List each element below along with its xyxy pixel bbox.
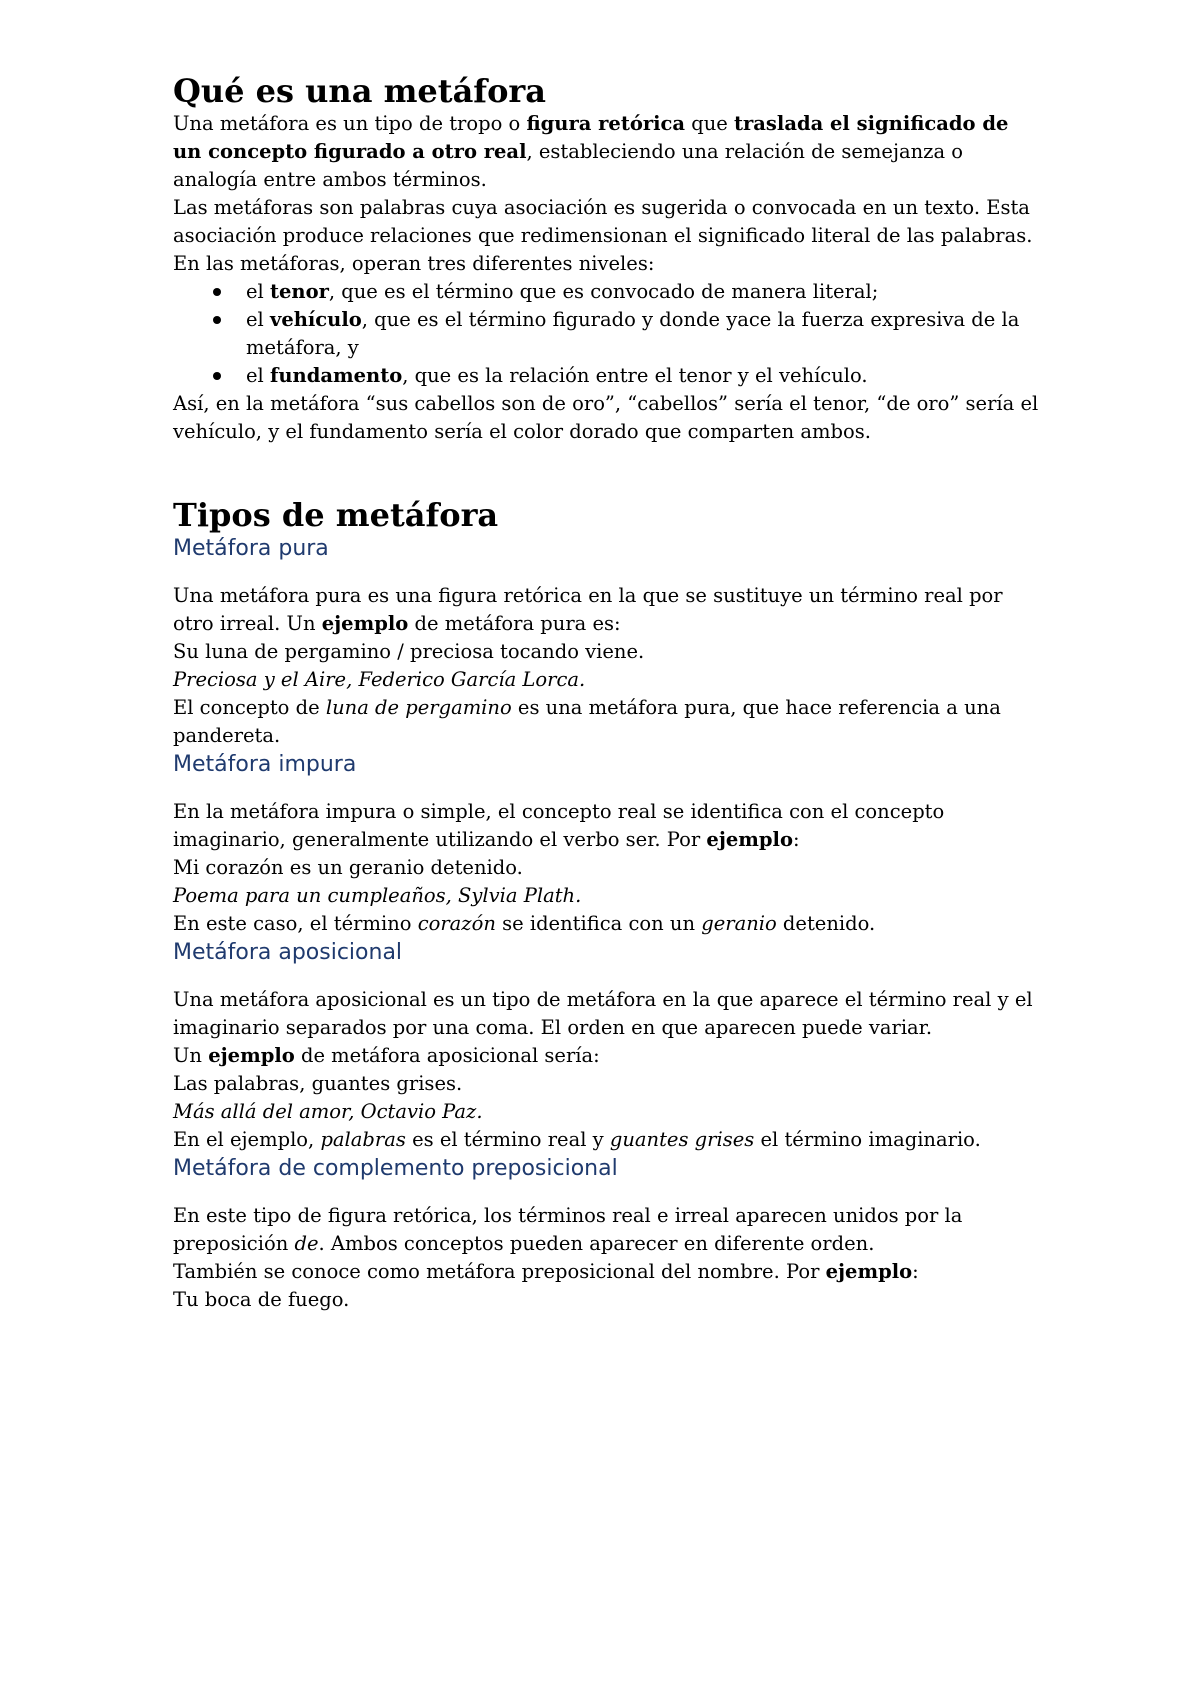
list-item [246,278,1040,306]
text-run: Una metáfora pura es una figura retórica en la que se sustituye un término real por otro irreal. Un [173,584,1003,635]
text-run: el término imaginario. [754,1128,981,1151]
aposicional-source [173,1098,1040,1126]
italic-term: de [294,1232,319,1255]
italic-term: geranio [701,912,777,935]
italic-source: Más allá del amor, Octavio Paz. [173,1100,483,1123]
bold-term: tenor [269,280,329,303]
subheading-aposicional: Metáfora aposicional [173,940,403,965]
pura-source [173,666,1040,694]
impura-paragraph [173,798,1040,854]
impura-source [173,882,1040,910]
bold-term: fundamento [269,364,403,387]
preposicional-example: Tu boca de fuego. [173,1288,350,1311]
text-run: , que es el término que es convocado de manera literal; [328,280,879,303]
bold-term: ejemplo [706,828,793,851]
text-run: En este caso, el término [173,912,418,935]
list-item [246,362,1040,390]
subheading-preposicional: Metáfora de complemento preposicional [173,1156,618,1181]
aposicional-intro [173,1042,1040,1070]
text-run: se identifica con un [495,912,702,935]
text-run: . Ambos conceptos pueden aparecer en diferente orden. [318,1232,875,1255]
levels-intro: En las metáforas, operan tres diferentes niveles: [173,252,655,275]
text-run: el [246,364,270,387]
text-run: , estableciendo una relación de semejanza o analogía entre ambos términos. [173,140,964,191]
italic-term: guantes grises [609,1128,755,1151]
pura-example: Su luna de pergamino / preciosa tocando viene. [173,640,645,663]
bold-term: ejemplo [208,1044,295,1067]
italic-source: Poema para un cumpleaños, Sylvia Plath. [173,884,582,907]
text-run: que [685,112,735,135]
example-paragraph: Así, en la metáfora “sus cabellos son de oro”, “cabellos” sería el tenor, “de oro” sería el vehículo, y el fundamento sería el color dorado que comparten ambos. [173,392,1039,443]
impura-explanation [173,910,1040,938]
text-run: Un [173,1044,209,1067]
text-run: es una metáfora pura, que hace referencia a una pandereta. [173,696,1001,747]
levels-list [173,278,1040,390]
bold-phrase: traslada el significado de un concepto figurado a otro real [173,112,1009,163]
text-run: , que es la relación entre el tenor y el vehículo. [402,364,868,387]
text-run: También se conoce como metáfora preposicional del nombre. Por [173,1260,826,1283]
aposicional-explanation [173,1126,1040,1154]
text-run: En este tipo de figura retórica, los términos real e irreal aparecen unidos por la preposición [173,1204,963,1255]
text-run: detenido. [776,912,876,935]
section-title-tipos: Tipos de metáfora [173,496,499,534]
list-item [246,306,1040,362]
pura-explanation [173,694,1040,750]
italic-term: corazón [417,912,496,935]
impura-example: Mi corazón es un geranio detenido. [173,856,523,879]
text-run: es el término real y [405,1128,610,1151]
text-run: : [792,828,800,851]
bold-term: vehículo [269,308,362,331]
italic-source: Preciosa y el Aire, Federico García Lorca. [173,668,586,691]
association-paragraph: Las metáforas son palabras cuya asociación es sugerida o convocada en un texto. Esta asociación produce relaciones que redimensionan el significado literal de las palabras. [173,196,1033,247]
text-run: de metáfora pura es: [408,612,621,635]
section-title-que-es: Qué es una metáfora [173,72,546,110]
italic-term: palabras [320,1128,406,1151]
text-run: El concepto de [173,696,326,719]
text-run: de metáfora aposicional sería: [294,1044,600,1067]
text-run: Una metáfora es un tipo de tropo o [173,112,527,135]
subheading-pura: Metáfora pura [173,536,329,561]
text-run: , que es el término figurado y donde yace la fuerza expresiva de la metáfora, y [246,308,1020,359]
intro-paragraph [173,110,1040,194]
bold-term: figura retórica [526,112,686,135]
text-run: : [912,1260,919,1283]
preposicional-paragraph [173,1202,1040,1258]
pura-paragraph [173,582,1040,638]
italic-term: luna de pergamino [325,696,512,719]
text-run: el [246,308,270,331]
aposicional-paragraph: Una metáfora aposicional es un tipo de metáfora en la que aparece el término real y el imaginario separados por una coma. El orden en que aparecen puede variar. [173,988,1033,1039]
text-run: En el ejemplo, [173,1128,321,1151]
subheading-impura: Metáfora impura [173,752,357,777]
text-run: el [246,280,270,303]
bold-term: ejemplo [321,612,409,635]
aposicional-example: Las palabras, guantes grises. [173,1072,463,1095]
preposicional-intro [173,1258,1040,1286]
bold-term: ejemplo [825,1260,913,1283]
text-run: En la metáfora impura o simple, el concepto real se identifica con el concepto imaginario, generalmente utilizando el verbo ser. Por [173,800,945,851]
